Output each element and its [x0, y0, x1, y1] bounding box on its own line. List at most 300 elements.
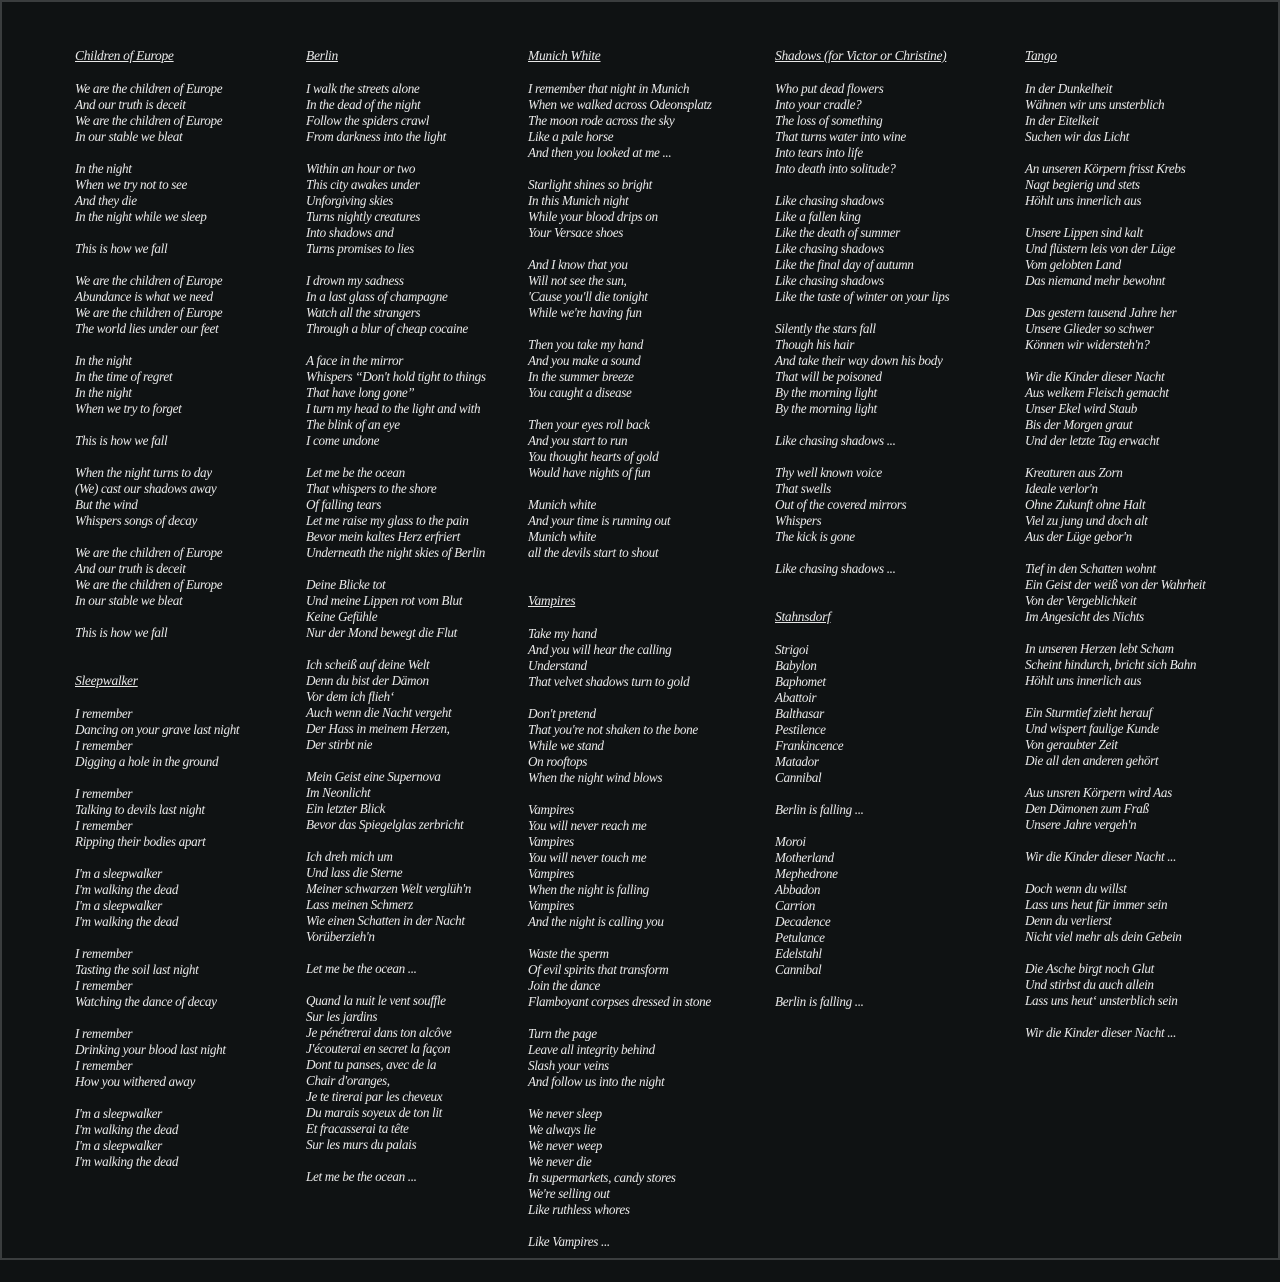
lyric-line: In the night: [75, 161, 132, 176]
lyric-line: You thought hearts of gold: [528, 449, 659, 464]
lyric-line: Und wispert faulige Kunde: [1025, 721, 1159, 736]
lyric-line: Wir die Kinder dieser Nacht: [1025, 369, 1165, 384]
lyric-line: Viel zu jung und doch alt: [1025, 513, 1148, 528]
lyric-line: Join the dance: [528, 978, 600, 993]
lyric-line: Sur les murs du palais: [306, 1137, 417, 1152]
lyric-line: When we try to forget: [75, 401, 182, 416]
lyric-line: Suchen wir das Licht: [1025, 129, 1129, 144]
lyric-line: I'm walking the dead: [75, 882, 179, 897]
lyric-line: We're selling out: [528, 1186, 610, 1201]
lyric-line: In der Dunkelheit: [1025, 81, 1113, 96]
lyric-line: Out of the covered mirrors: [775, 497, 907, 512]
stanza: [775, 561, 1020, 577]
lyric-line: And I know that you: [528, 257, 628, 272]
lyric-line: Through a blur of cheap cocaine: [306, 321, 468, 336]
lyric-line: We are the children of Europe: [75, 305, 223, 320]
song: [528, 593, 768, 1250]
lyric-line: 'Cause you'll die tonight: [528, 289, 648, 304]
lyric-line: Keine Gefühle: [306, 609, 378, 624]
stanza: [528, 802, 768, 930]
song: [1025, 48, 1275, 1041]
lyric-line: When the night wind blows: [528, 770, 663, 785]
lyric-line: Frankincence: [775, 738, 844, 753]
lyric-line: Let me raise my glass to the pain: [306, 513, 469, 528]
lyrics-column-1: [75, 48, 300, 1202]
lyric-line: Like chasing shadows ...: [775, 561, 896, 576]
lyric-line: Du marais soyeux de ton lit: [306, 1105, 442, 1120]
song-title: Vampires: [528, 593, 576, 608]
lyric-line: Wähnen wir uns unsterblich: [1025, 97, 1165, 112]
lyric-line: Like chasing shadows: [775, 193, 884, 208]
stanza: [528, 177, 768, 241]
stanza: [528, 417, 768, 481]
lyric-line: Waste the sperm: [528, 946, 609, 961]
lyric-line: Aus der Lüge gebor'n: [1025, 529, 1132, 544]
stanza: [75, 161, 300, 225]
stanza: [306, 465, 522, 561]
lyric-line: Vorüberzieh'n: [306, 929, 375, 944]
lyric-line: In the dead of the night: [306, 97, 421, 112]
lyric-line: This is how we fall: [75, 625, 168, 640]
stanza: [306, 961, 522, 977]
lyric-line: And you start to run: [528, 433, 628, 448]
lyric-line: Will not see the sun,: [528, 273, 627, 288]
lyric-line: Like chasing shadows: [775, 273, 884, 288]
song-title: Shadows (for Victor or Christine): [775, 48, 947, 63]
lyric-line: Pestilence: [775, 722, 826, 737]
lyric-line: Das gestern tausend Jahre her: [1025, 305, 1177, 320]
lyric-line: Like Vampires ...: [528, 1234, 610, 1249]
lyric-line: That will be poisoned: [775, 369, 882, 384]
lyric-line: Je pénétrerai dans ton alcôve: [306, 1025, 452, 1040]
lyric-line: Ripping their bodies apart: [75, 834, 206, 849]
lyric-line: We are the children of Europe: [75, 273, 223, 288]
lyric-line: While we stand: [528, 738, 604, 753]
lyric-line: Doch wenn du willst: [1025, 881, 1127, 896]
stanza: [1025, 785, 1275, 833]
lyric-line: Follow the spiders crawl: [306, 113, 430, 128]
lyric-line: We are the children of Europe: [75, 113, 223, 128]
lyric-line: I'm a sleepwalker: [75, 866, 162, 881]
lyric-line: Into your cradle?: [775, 97, 862, 112]
lyric-line: Aus unsren Körpern wird Aas: [1025, 785, 1172, 800]
lyric-line: We are the children of Europe: [75, 81, 223, 96]
stanza: [528, 946, 768, 1010]
lyric-line: When the night turns to day: [75, 465, 212, 480]
lyric-line: I remember: [75, 1058, 133, 1073]
stanza: [306, 161, 522, 257]
lyric-line: Mephedrone: [775, 866, 838, 881]
lyric-line: And take their way down his body: [775, 353, 943, 368]
song-title: Children of Europe: [75, 48, 174, 63]
stanza: [528, 497, 768, 561]
stanza: [306, 993, 522, 1153]
lyric-line: Who put dead flowers: [775, 81, 884, 96]
lyric-line: all the devils start to shout: [528, 545, 659, 560]
lyric-line: Sur les jardins: [306, 1009, 378, 1024]
lyric-line: I remember: [75, 818, 133, 833]
lyric-line: Into shadows and: [306, 225, 394, 240]
lyric-line: Wir die Kinder dieser Nacht ...: [1025, 1025, 1177, 1040]
lyric-line: I'm walking the dead: [75, 1122, 179, 1137]
lyric-line: In our stable we bleat: [75, 129, 183, 144]
lyric-line: Berlin is falling ...: [775, 802, 864, 817]
lyric-line: Decadence: [775, 914, 831, 929]
lyric-line: Ein Sturmtief zieht herauf: [1025, 705, 1152, 720]
lyric-line: Whispers “Don't hold tight to things: [306, 369, 486, 384]
lyric-line: I remember: [75, 706, 133, 721]
lyric-line: Carrion: [775, 898, 816, 913]
lyric-line: I'm walking the dead: [75, 1154, 179, 1169]
stanza: [306, 769, 522, 833]
lyric-line: Bevor mein kaltes Herz erfriert: [306, 529, 460, 544]
lyric-line: In the summer breeze: [528, 369, 634, 384]
lyric-line: Unsere Lippen sind kalt: [1025, 225, 1143, 240]
lyric-line: Like the taste of winter on your lips: [775, 289, 950, 304]
lyric-line: Understand: [528, 658, 587, 673]
lyric-line: When the night is falling: [528, 882, 649, 897]
lyric-line: Like chasing shadows: [775, 241, 884, 256]
stanza: [1025, 705, 1275, 769]
lyric-line: Im Angesicht des Nichts: [1025, 609, 1144, 624]
lyric-line: When we walked across Odeonsplatz: [528, 97, 712, 112]
lyric-line: I'm a sleepwalker: [75, 898, 162, 913]
lyric-line: Deine Blicke tot: [306, 577, 386, 592]
lyric-line: Aus welkem Fleisch gemacht: [1025, 385, 1169, 400]
lyric-line: (We) cast our shadows away: [75, 481, 217, 496]
lyric-line: Take my hand: [528, 626, 597, 641]
stanza: [1025, 225, 1275, 289]
song: [775, 609, 1020, 1010]
lyric-line: How you withered away: [75, 1074, 195, 1089]
stanza: [528, 706, 768, 786]
lyric-line: J'écouterai en secret la façon: [306, 1041, 451, 1056]
lyric-line: Ein letzter Blick: [306, 801, 386, 816]
lyric-line: In the night: [75, 353, 132, 368]
stanza: [1025, 849, 1275, 865]
lyric-line: In the night: [75, 385, 132, 400]
lyric-line: And follow us into the night: [528, 1074, 665, 1089]
lyric-line: Und stirbst du auch allein: [1025, 977, 1154, 992]
stanza: [1025, 369, 1275, 449]
lyric-line: Then you take my hand: [528, 337, 643, 352]
stanza: [75, 706, 300, 770]
lyric-line: Cannibal: [775, 770, 822, 785]
stanza: [306, 353, 522, 449]
lyric-line: Wir die Kinder dieser Nacht ...: [1025, 849, 1177, 864]
stanza: [1025, 1025, 1275, 1041]
lyric-line: Petulance: [775, 930, 825, 945]
lyrics-column-2: [306, 48, 522, 1217]
song-title: Tango: [1025, 48, 1057, 63]
lyric-line: Tief in den Schatten wohnt: [1025, 561, 1156, 576]
song: [306, 48, 522, 1185]
lyric-line: Nagt begierig und stets: [1025, 177, 1140, 192]
lyric-line: Von der Vergeblichkeit: [1025, 593, 1137, 608]
lyric-line: Edelstahl: [775, 946, 822, 961]
lyric-line: Drinking your blood last night: [75, 1042, 226, 1057]
lyric-line: Into tears into life: [775, 145, 863, 160]
song: [528, 48, 768, 561]
lyric-line: Moroi: [775, 834, 806, 849]
lyric-line: Ich dreh mich um: [306, 849, 393, 864]
stanza: [528, 337, 768, 401]
lyric-line: Don't pretend: [528, 706, 596, 721]
lyric-line: Turns promises to lies: [306, 241, 414, 256]
stanza: [75, 545, 300, 609]
lyric-line: Unser Ekel wird Staub: [1025, 401, 1137, 416]
stanza: [528, 1026, 768, 1090]
lyric-line: The kick is gone: [775, 529, 855, 544]
lyric-line: That you're not shaken to the bone: [528, 722, 698, 737]
stanza: [75, 433, 300, 449]
lyric-line: Vampires: [528, 834, 574, 849]
lyric-line: From darkness into the light: [306, 129, 446, 144]
lyrics-column-5: [1025, 48, 1275, 1073]
lyric-line: I come undone: [306, 433, 380, 448]
lyric-line: Tasting the soil last night: [75, 962, 199, 977]
lyric-line: Munich white: [528, 497, 596, 512]
lyric-line: Dont tu panses, avec de la: [306, 1057, 437, 1072]
lyric-line: Den Dämonen zum Fraß: [1025, 801, 1149, 816]
lyric-line: This is how we fall: [75, 241, 168, 256]
lyric-line: That turns water into wine: [775, 129, 906, 144]
song: [775, 48, 1020, 577]
lyric-line: Like the final day of autumn: [775, 257, 914, 272]
lyric-line: Watching the dance of decay: [75, 994, 217, 1009]
lyric-line: Von geraubter Zeit: [1025, 737, 1118, 752]
stanza: [775, 465, 1020, 545]
lyric-line: In the night while we sleep: [75, 209, 207, 224]
lyric-line: Das niemand mehr bewohnt: [1025, 273, 1165, 288]
lyric-line: Like a pale horse: [528, 129, 614, 144]
lyric-line: We never sleep: [528, 1106, 602, 1121]
lyric-line: Of falling tears: [306, 497, 381, 512]
lyric-line: Whispers: [775, 513, 822, 528]
lyric-line: Im Neonlicht: [306, 785, 371, 800]
lyric-line: Slash your veins: [528, 1058, 609, 1073]
lyric-line: Scheint hindurch, bricht sich Bahn: [1025, 657, 1197, 672]
lyric-line: Would have nights of fun: [528, 465, 651, 480]
stanza: [1025, 641, 1275, 689]
lyric-line: Talking to devils last night: [75, 802, 205, 817]
lyric-line: Strigoi: [775, 642, 809, 657]
lyric-line: Lass meinen Schmerz: [306, 897, 413, 912]
lyric-line: Unsere Jahre vergeh'n: [1025, 817, 1137, 832]
stanza: [306, 849, 522, 945]
stanza: [1025, 881, 1275, 945]
lyric-line: And you will hear the calling: [528, 642, 672, 657]
lyric-line: I remember: [75, 1026, 133, 1041]
lyric-line: Matador: [775, 754, 819, 769]
stanza: [75, 946, 300, 1010]
stanza: [306, 657, 522, 753]
lyric-line: While your blood drips on: [528, 209, 658, 224]
stanza: [528, 257, 768, 321]
lyric-line: Meiner schwarzen Welt verglüh'n: [306, 881, 471, 896]
stanza: [528, 81, 768, 161]
stanza: [306, 81, 522, 145]
song-title: Sleepwalker: [75, 673, 138, 688]
song: [75, 673, 300, 1170]
lyric-line: Vampires: [528, 802, 574, 817]
song: [75, 48, 300, 641]
lyric-line: Nicht viel mehr als dein Gebein: [1025, 929, 1182, 944]
lyric-line: Thy well known voice: [775, 465, 882, 480]
lyric-line: Into death into solitude?: [775, 161, 896, 176]
lyric-line: Like ruthless whores: [528, 1202, 630, 1217]
lyric-line: That velvet shadows turn to gold: [528, 674, 690, 689]
lyric-line: Auch wenn die Nacht vergeht: [306, 705, 452, 720]
lyric-line: You caught a disease: [528, 385, 632, 400]
lyric-line: I remember: [75, 978, 133, 993]
lyric-line: Cannibal: [775, 962, 822, 977]
lyric-line: But the wind: [75, 497, 138, 512]
stanza: [528, 1106, 768, 1218]
lyric-line: Like the death of summer: [775, 225, 900, 240]
stanza: [1025, 161, 1275, 209]
lyric-line: An unseren Körpern frisst Krebs: [1025, 161, 1186, 176]
lyric-line: Underneath the night skies of Berlin: [306, 545, 485, 560]
lyric-line: Let me be the ocean ...: [306, 961, 417, 976]
lyric-line: Baphomet: [775, 674, 826, 689]
lyric-line: Und meine Lippen rot vom Blut: [306, 593, 463, 608]
stanza: [775, 433, 1020, 449]
lyric-line: Starlight shines so bright: [528, 177, 652, 192]
lyric-line: Abbadon: [775, 882, 821, 897]
lyrics-column-3: [528, 48, 768, 1282]
lyric-line: You will never touch me: [528, 850, 647, 865]
lyric-line: Your Versace shoes: [528, 225, 624, 240]
lyric-line: Like a fallen king: [775, 209, 861, 224]
lyric-line: We are the children of Europe: [75, 545, 223, 560]
lyric-line: Babylon: [775, 658, 817, 673]
lyric-line: Within an hour or two: [306, 161, 416, 176]
song-title: Berlin: [306, 48, 338, 63]
lyrics-column-4: [775, 48, 1020, 1042]
song-title: Stahnsdorf: [775, 609, 831, 624]
lyric-line: We are the children of Europe: [75, 577, 223, 592]
lyric-line: Denn du bist der Dämon: [306, 673, 429, 688]
lyric-line: Vor dem ich flieh‘: [306, 689, 394, 704]
lyric-line: The moon rode across the sky: [528, 113, 675, 128]
lyric-line: Ideale verlor'n: [1025, 481, 1098, 496]
lyric-line: Munich white: [528, 529, 596, 544]
lyric-line: I turn my head to the light and with: [306, 401, 481, 416]
lyric-line: Silently the stars fall: [775, 321, 876, 336]
stanza: [75, 273, 300, 337]
lyric-line: Abattoir: [775, 690, 817, 705]
stanza: [1025, 465, 1275, 545]
lyric-line: Ohne Zukunft ohne Halt: [1025, 497, 1146, 512]
lyric-line: Chair d'oranges,: [306, 1073, 390, 1088]
stanza: [775, 321, 1020, 417]
lyric-line: In der Eitelkeit: [1025, 113, 1099, 128]
lyric-line: Digging a hole in the ground: [75, 754, 219, 769]
lyric-line: We always lie: [528, 1122, 596, 1137]
stanza: [75, 241, 300, 257]
stanza: [528, 1234, 768, 1250]
stanza: [1025, 961, 1275, 1009]
lyric-line: Quand la nuit le vent souffle: [306, 993, 446, 1008]
lyric-line: In a last glass of champagne: [306, 289, 448, 304]
lyric-line: Der stirbt nie: [306, 737, 373, 752]
lyric-line: I remember: [75, 786, 133, 801]
stanza: [775, 994, 1020, 1010]
lyric-line: Und der letzte Tag erwacht: [1025, 433, 1160, 448]
lyric-line: And our truth is deceit: [75, 561, 186, 576]
lyric-line: In this Munich night: [528, 193, 629, 208]
lyric-line: I drown my sadness: [306, 273, 404, 288]
lyric-line: Abundance is what we need: [75, 289, 213, 304]
lyric-line: Whispers songs of decay: [75, 513, 197, 528]
lyric-line: I'm a sleepwalker: [75, 1106, 162, 1121]
stanza: [1025, 561, 1275, 625]
stanza: [775, 193, 1020, 305]
lyric-line: Ein Geist der weiß von der Wahrheit: [1025, 577, 1206, 592]
lyric-line: Like chasing shadows ...: [775, 433, 896, 448]
lyric-line: In supermarkets, candy stores: [528, 1170, 676, 1185]
lyric-line: By the morning light: [775, 401, 877, 416]
lyric-line: Vampires: [528, 898, 574, 913]
lyric-line: We never die: [528, 1154, 592, 1169]
lyric-line: And your time is running out: [528, 513, 671, 528]
lyric-line: I'm walking the dead: [75, 914, 179, 929]
lyric-line: That have long gone”: [306, 385, 415, 400]
lyric-line: Then your eyes roll back: [528, 417, 650, 432]
stanza: [306, 273, 522, 337]
lyric-line: A face in the mirror: [306, 353, 404, 368]
lyric-line: Und lass die Sterne: [306, 865, 403, 880]
lyric-line: I remember: [75, 738, 133, 753]
lyric-line: Höhlt uns innerlich aus: [1025, 193, 1142, 208]
lyric-line: Bis der Morgen graut: [1025, 417, 1133, 432]
stanza: [75, 353, 300, 417]
lyric-line: In the time of regret: [75, 369, 173, 384]
stanza: [75, 625, 300, 641]
lyric-line: The blink of an eye: [306, 417, 400, 432]
lyric-line: I'm a sleepwalker: [75, 1138, 162, 1153]
stanza: [1025, 81, 1275, 145]
lyric-line: Und flüstern leis von der Lüge: [1025, 241, 1176, 256]
lyric-line: I remember: [75, 946, 133, 961]
lyric-line: And then you looked at me ...: [528, 145, 672, 160]
lyric-line: Leave all integrity behind: [528, 1042, 655, 1057]
stanza: [775, 81, 1020, 177]
lyric-line: Dancing on your grave last night: [75, 722, 240, 737]
lyric-line: This is how we fall: [75, 433, 168, 448]
lyric-line: And the night is calling you: [528, 914, 664, 929]
lyric-line: Mein Geist eine Supernova: [306, 769, 441, 784]
lyric-line: Et fracasserai ta tête: [306, 1121, 409, 1136]
lyric-line: On rooftops: [528, 754, 588, 769]
stanza: [75, 786, 300, 850]
lyric-line: Berlin is falling ...: [775, 994, 864, 1009]
lyric-line: Lass uns heut‘ unsterblich sein: [1025, 993, 1178, 1008]
lyric-line: The world lies under our feet: [75, 321, 219, 336]
stanza: [306, 1169, 522, 1185]
lyric-line: Vom gelobten Land: [1025, 257, 1121, 272]
stanza: [75, 465, 300, 529]
lyric-line: Wie einen Schatten in der Nacht: [306, 913, 465, 928]
lyric-line: Nur der Mond bewegt die Flut: [306, 625, 457, 640]
stanza: [775, 802, 1020, 818]
stanza: [75, 1106, 300, 1170]
stanza: [775, 834, 1020, 978]
lyric-line: Kreaturen aus Zorn: [1025, 465, 1123, 480]
lyric-line: This city awakes under: [306, 177, 420, 192]
lyric-line: You will never reach me: [528, 818, 647, 833]
